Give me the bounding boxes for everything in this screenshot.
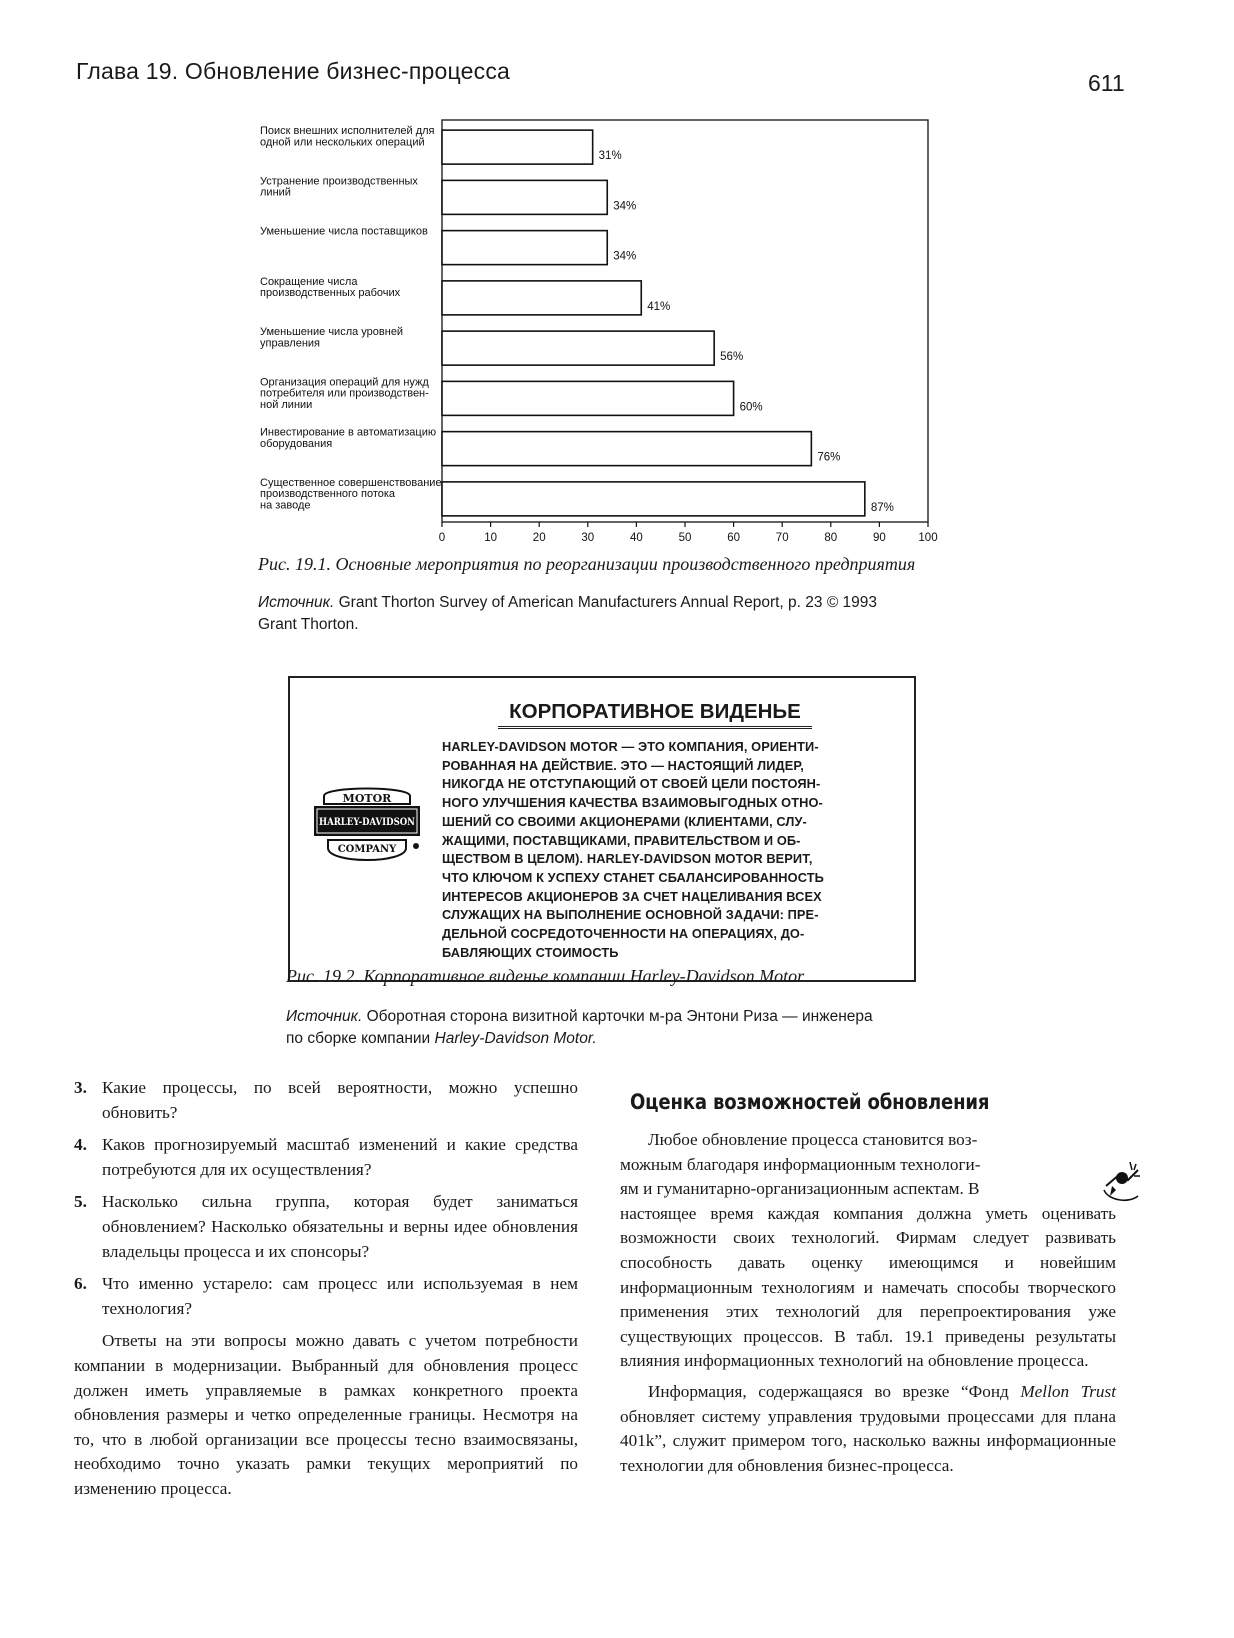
vision-text-line: ЖАЩИМИ, ПОСТАВЩИКАМИ, ПРАВИТЕЛЬСТВОМ И ОБ- [442,832,801,848]
right-column [620,1128,1116,1478]
vision-text-line: СЛУЖАЩИХ НА ВЫПОЛНЕНИЕ ОСНОВНОЙ ЗАДАЧИ: ПРЕ- [442,907,819,923]
source-label: Источник. [258,594,335,611]
vision-text-line: ИНТЕРЕСОВ АКЦИОНЕРОВ ЗА СЧЕТ НАЦЕЛИВАНИЯ ВСЕХ [442,888,822,904]
bars [442,130,894,516]
figure-caption-2: Рис. 19.2. Корпоративное виденье компании Harley-Davidson Motor [286,966,805,986]
bar [442,381,734,415]
vision-text-line: ЧТО КЛЮЧОМ К УСПЕХУ СТАНЕТ СБАЛАНСИРОВАННОСТЬ [442,869,824,885]
vision-text-line: ЩЕСТВОМ В ЦЕЛОМ). HARLEY-DAVIDSON MOTOR ВЕРИТ, [442,851,813,867]
bar-value-label: 87% [870,501,894,514]
category-label: одной или нескольких операций [260,136,425,149]
category-label: Уменьшение числа поставщиков [260,225,428,238]
list-item: 4. Каков прогнозируемый масштаб изменений и какие средства потребуются для их осуществления? [74,1135,578,1179]
bar [442,231,607,265]
mellon-trust-name: Mellon Trust [1020,1381,1116,1401]
source-text: Grant Thorton Survey of American Manufacturers Annual Report, p. 23 © 1993 [338,594,878,611]
category-label: Существенное совершенствование [260,476,442,489]
source-text-2: Оборотная сторона визитной карточки м-ра Энтони Риза — инженера [366,1008,873,1025]
vision-text-line: ДЕЛЬНОЙ СОСРЕДОТОЧЕННОСТИ НА ОПЕРАЦИЯХ, ДО- [442,926,805,942]
figure-source-2 [286,1006,873,1050]
category-label: Инвестирование в автоматизацию [260,426,437,439]
x-tick-label: 70 [775,532,789,544]
vision-text-line: РОВАННАЯ НА ДЕЙСТВИЕ. ЭТО — НАСТОЯЩИЙ ЛИДЕР, [442,757,804,773]
left-column [74,1076,578,1502]
paragraph-1-rest: настоящее время каждая компания должна уметь оценивать возможности своих технологий. Фирмам следует развивать способность давать оценку имеющимся и новейшим информационным технологиям и намечать способы творческого применения этих технологий для перепроектирования уже существующих процессов. В табл. 19.1 приведены результаты влияния информационных технологий на обновление процесса. [620,1203,1116,1371]
body-paragraph-2: Информация, содержащаяся во врезке “Фонд Mellon Trust обновляет систему управления трудовыми процессами для плана 401k”, служит примером того, насколько важны информационные технологии для обновления бизнес-процесса. [620,1381,1116,1475]
harley-davidson-logo [312,782,422,868]
list-item: 3. Какие процессы, по всей вероятности, можно успешно обновить? [74,1078,578,1122]
bar [442,331,714,365]
x-tick-label: 100 [918,532,938,544]
x-tick-label: 40 [630,532,643,544]
category-label: управления [260,337,320,350]
bar-value-label: 34% [613,200,637,213]
category-label: на заводе [260,499,311,512]
section-heading: Оценка возможностей обновления [630,1090,990,1114]
bar [442,482,865,516]
corporate-vision-box [288,676,916,982]
page-number: 611 [1088,70,1125,96]
vision-title: КОРПОРАТИВНОЕ ВИДЕНЬЕ [498,700,812,729]
source-company-name: Harley-Davidson Motor. [434,1030,597,1047]
list-item: 6. Что именно устарело: сам процесс или используемая в нем технология? [74,1274,578,1318]
category-label: ной линии [260,399,313,412]
category-label: потребителя или производствен- [260,387,429,400]
category-labels [260,125,442,512]
bar-value-label: 56% [720,351,744,364]
x-axis [439,522,938,544]
source-text-2-line2: по сборке компании [286,1030,435,1047]
list-item: 5. Насколько сильна группа, которая будет заниматься обновлением? Насколько обязательны и верны идее обновления владельцы процесса и их спонсоры? [74,1192,578,1261]
x-tick-label: 90 [873,532,886,544]
vision-statement [442,738,888,962]
category-label: производственного потока [260,488,396,501]
x-tick-label: 20 [532,532,546,544]
paragraph-1-line-1: Любое обновление процесса становится воз- [648,1130,978,1149]
x-tick-label: 50 [678,532,692,544]
x-tick-label: 60 [727,532,740,544]
source-text-line2: Grant Thorton. [258,616,359,633]
x-tick-label: 80 [824,532,838,544]
logo-top-word: MOTOR [342,792,392,805]
category-label: Уменьшение числа уровней [260,326,404,338]
bar [442,180,607,214]
logo-bottom-word: COMPANY [337,844,397,855]
question-list [74,1076,578,1321]
bar-value-label: 31% [598,150,622,163]
bar [442,281,641,315]
x-tick-label: 0 [438,532,446,544]
vision-text-line: НОГО УЛУЧШЕНИЯ КАЧЕСТВА ВЗАИМОВЫГОДНЫХ ОТНО- [442,795,823,811]
category-label: Сокращение числа [260,275,358,288]
paragraph-1-line-2: можным благодаря информационным технологи- [620,1154,981,1174]
vision-text-line: НИКОГДА НЕ ОТСТУПАЮЩИЙ ОТ СВОЕЙ ЦЕЛИ ПОСТОЯН- [442,776,821,792]
vision-text-line: HARLEY-DAVIDSON MOTOR — ЭТО КОМПАНИЯ, ОРИЕНТИ- [442,739,819,754]
category-label: линий [260,186,291,199]
logo-middle-word: HARLEY-DAVIDSON [319,816,416,828]
vision-text-line: БАВЛЯЮЩИХ СТОИМОСТЬ [442,944,619,960]
bar-chart [0,0,1234,560]
category-label: Организация операций для нужд [260,376,429,389]
body-paragraph: Ответы на эти вопросы можно давать с учетом потребности компании в модернизации. Выбранный для обновления процесс должен иметь управляемые в рамках конкретного проекта обновления размеры и четко определенные границы. Несмотря на то, что в любой организации все процессы тесно взаимосвязаны, необходимо точно указать рамки текущих мероприятий по изменению процесса. [74,1331,578,1498]
category-label: оборудования [260,437,333,450]
figure-caption: Рис. 19.1. Основные мероприятия по реорганизации производственного предприятия [258,554,916,574]
bar-value-label: 76% [817,451,841,464]
bar-value-label: 34% [613,250,637,263]
category-label: Устранение производственных [260,175,418,188]
bar [442,432,811,466]
x-tick-label: 30 [581,532,595,544]
paragraph-1-wrap [620,1128,1116,1374]
category-label: производственных рабочих [260,287,401,300]
bar-value-label: 41% [647,300,671,313]
source-label-2: Источник. [286,1008,363,1025]
figure-source [258,592,877,636]
chapter-header: Глава 19. Обновление бизнес-процесса [76,58,511,84]
bar [442,130,593,164]
category-label: Поиск внешних исполнителей для [260,125,435,137]
vision-text-line: ШЕНИЙ СО СВОИМИ АКЦИОНЕРАМИ (КЛИЕНТАМИ, СЛУ- [442,813,807,829]
paragraph-1-line-3: ям и гуманитарно-организационным аспектам. В [620,1179,980,1199]
x-tick-label: 10 [484,532,497,544]
bar-value-label: 60% [739,401,763,414]
